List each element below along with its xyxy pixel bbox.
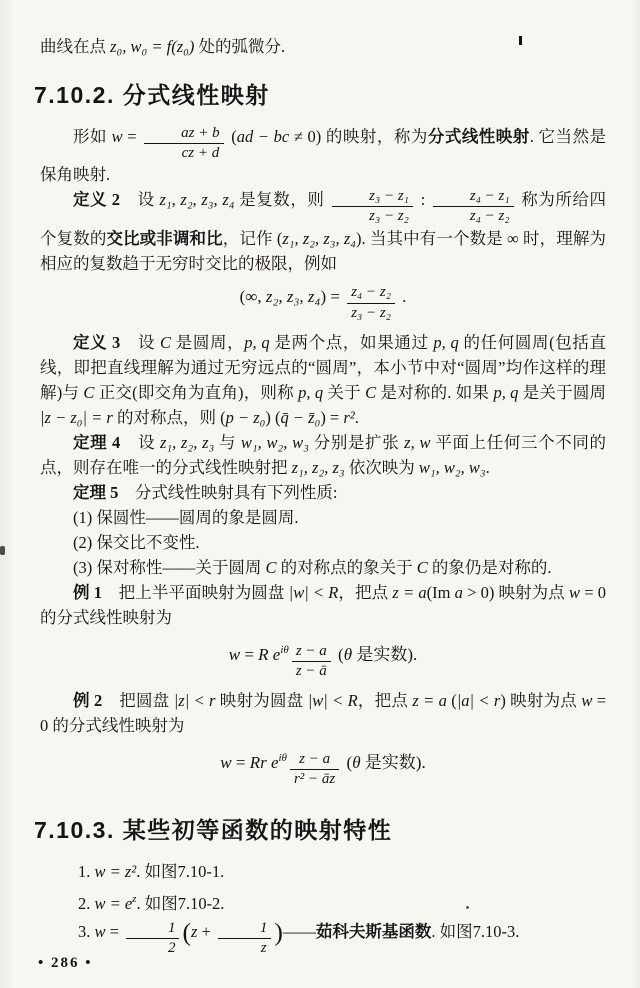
math-fraction: $\frac{az + b}{cz + d}$ [144,125,223,163]
text-run: 定理 5 [73,482,119,502]
text-run: r² [343,407,355,427]
math-fraction: $\frac{\text{z₄ − z₁}}{\text{z₄ − z₂}}$ [433,188,514,226]
text-run: z [132,893,137,906]
math-fraction: $\frac{z - a}{\text{r² − āz}}$ [290,751,339,789]
text-run: ，把点 [357,691,413,710]
text-run: w [569,582,581,602]
math-fraction: $\frac{\text{z₃ − z₁}}{\text{z₃ − z₂}}$ [332,188,413,226]
text-run: w₁, w₂, w₃ [418,457,486,477]
text-run: w = z² [94,862,137,882]
text-run: > 0) 映射为点 [462,582,570,602]
scan-artifact [466,906,469,909]
text-run: 依次映为 [344,457,419,477]
text-run: z₂, z₃, z₄ [265,286,321,306]
text-run: 形如 [73,127,112,146]
math-fraction: $\frac{1}{z}$ [218,920,271,958]
scan-artifact [519,36,522,45]
math-fraction: $\frac{\text{z₄ − z₂}}{\text{z₃ − z₂}}$ [347,284,395,322]
text-run: (2) 保交比不变性. [73,532,200,552]
text-run: ad − bc [236,127,290,146]
text-run: q̄ − z̄₀ [280,407,321,427]
property-2-cross-ratio-invariance [40,530,606,555]
text-run: . [397,286,407,306]
section-heading-7-10-2: 7.10.2. 分式线性映射 [34,82,270,108]
text-run: 3. [77,922,95,942]
text-run: z₁, z₂, z₃ [291,457,345,477]
text-run: z₁, z₂, z₃, z₄ [282,228,357,248]
text-run: C [265,557,277,577]
text-run: ). 当其中有一个数是 ∞ 时，理解为相应的复数趋于无穷时交比的极限，例如 [40,228,606,273]
text-run: θ [352,753,361,772]
text-run: 映射为圆盘 [215,691,308,710]
paragraph-definition-3 [40,330,606,430]
text-run: . 如图7.10-3. [431,922,520,942]
display-formula-example-2 [40,746,606,788]
scan-artifact [0,546,5,555]
property-3-symmetry-preserving [40,555,606,580]
text-run: ，把点 [338,582,393,602]
text-run: . 如图7.10-1. [136,862,225,882]
text-run: 正交(即交角为直角)，则称 [94,382,299,402]
text-run: (1) 保圆性——圆周的象是圆周. [73,507,299,527]
text-run: w = e [94,894,133,914]
text-run: = [231,753,250,772]
paragraph-example-1 [40,580,606,630]
text-run: 茹科夫斯基函数 [315,922,432,942]
text-run: 的对称点，则 ( [112,407,226,427]
text-run: 的对称点的象关于 [276,557,417,577]
text-run: ( [333,644,344,664]
text-run: 设 [120,190,160,210]
text-run: 设 [120,432,160,452]
text-run: = 0 的分式线性映射为 [40,691,607,735]
text-run: + [197,922,215,942]
text-run: (Im [426,582,455,602]
text-run: ) 映射为点 [500,691,582,710]
text-run: Rr e [249,753,279,772]
text-run: z = a [392,582,427,602]
text-run: z₁, z₂, z₃ [159,432,215,452]
text-run: . [354,407,359,427]
display-formula-cross-ratio-infinity [40,284,606,322]
text-run: 2. [77,894,95,914]
text-run: 分式线性映射具有下列性质: [118,482,338,502]
text-run: iθ [278,752,287,764]
text-run: ( [182,917,191,947]
page-number: • 286 • [38,955,93,971]
text-run: 的任何圆周(包括直线，即把直线理解为通过无穷远点的“圆周”，本小节中对“圆周”均作这样的理解)与 [40,332,607,402]
text-run: = 0 的分式线性映射为 [40,582,607,627]
paragraph-example-2 [40,688,606,738]
text-run: iθ [280,643,289,656]
list-item-w-exp-z [40,887,606,916]
text-run: = [122,127,142,146]
text-run: |a| < r [456,691,501,710]
text-run: R e [258,644,281,664]
text-run: 称为所给四个复数的 [40,190,607,248]
text-run: ( [226,127,237,146]
text-run: 例 1 [73,582,103,602]
text-run: : [415,190,430,210]
text-run: 关于 [323,382,366,402]
text-run: . 它当然是保角映射. [40,127,607,185]
text-run: . [485,457,490,477]
text-run: 是实数). [360,753,426,772]
text-run: 定义 3 [73,332,121,352]
text-run: 平面上任何三个不同的点，则存在唯一的分式线性映射把 [40,432,607,477]
text-run: 是复数，则 [234,190,330,210]
text-run: 处的弧微分. [194,37,286,56]
paragraph-definition-2 [40,187,606,275]
text-run: p, q [298,382,324,402]
text-run: 例 2 [73,691,103,710]
text-run: 设 [120,332,160,352]
text-run: = [240,644,259,664]
list-item-zhukovsky-function [40,919,606,957]
text-run: ) ( [265,407,281,427]
elementary-function-list [40,859,606,957]
text-run: z₁, z₂, z₃, z₄ [159,190,235,210]
text-run: —— [282,922,316,942]
section-heading-7-10-3: 7.10.3. 某些初等函数的映射特性 [34,817,393,844]
text-run: w [581,691,593,710]
text-run: z₀, w₀ = f(z₀) [110,37,195,56]
text-run: w₁, w₂, w₃ [240,432,309,452]
text-run: (∞, [239,286,266,306]
text-run: a [454,582,463,602]
text-run: z [190,922,198,942]
math-fraction: $\frac{z - a}{z - ā}$ [292,643,331,681]
paragraph-mobius-definition [40,124,606,187]
text-run: p, q [244,332,270,352]
text-run: |w| < R [307,691,358,710]
text-run: w [94,922,106,942]
text-run: 定理 4 [73,432,121,452]
text-run: p, q [493,382,519,402]
text-run: C [83,382,95,402]
text-run: = [105,922,124,942]
text-run: ( [446,691,457,710]
text-run: w [220,753,232,772]
text-run: . 如图7.10-2. [136,894,225,914]
text-run: C [159,332,171,352]
text-run: 曲线在点 [40,37,111,56]
text-run: 把圆盘 [102,691,174,710]
text-run: |z| < r [173,691,216,710]
text-run: |z − z₀| = r [40,407,113,427]
text-run: ) = [320,407,344,427]
text-run: ) = [320,286,345,306]
text-run: C [416,557,428,577]
text-run: 分式线性映射 [427,127,530,146]
text-run: ( [342,753,353,772]
text-run: ≠ 0) 的映射，称为 [289,127,428,146]
text-run: 与 [214,432,241,452]
text-run: 定义 2 [73,190,121,210]
text-run: p − z₀ [225,407,266,427]
text-run: (3) 保对称性——关于圆周 [73,557,266,577]
display-formula-example-1 [40,638,606,680]
text-run: p, q [433,332,459,352]
text-run: ) [274,917,283,947]
property-1-circle-preserving [40,505,606,530]
text-run: z = a [412,691,447,710]
text-run: 交比或非调和比 [106,228,223,248]
text-run: 是对称的. 如果 [376,382,494,402]
paragraph-theorem-4 [40,430,606,480]
text-run: w [228,644,241,664]
text-run: ，记作 ( [222,228,283,248]
text-run: 是实数). [352,644,418,664]
paragraph-theorem-5 [40,480,606,505]
text-run: 是圆周， [170,332,245,352]
text-run: 把上半平面映射为圆盘 [102,582,289,602]
text-run: 的象仍是对称的. [427,557,552,577]
list-item-w-z-squared [40,859,606,884]
text-run: θ [343,644,353,664]
text-run: w [111,127,123,146]
text-run: 是两个点，如果通过 [269,332,434,352]
text-run: |w| < R [288,582,339,602]
text-run: 是关于圆周 [518,382,607,402]
text-run: 分别是扩张 [308,432,405,452]
text-run: 1. [77,862,95,882]
math-fraction: $\frac{1}{2}$ [126,920,179,958]
text-run: C [365,382,377,402]
text-run: z, w [404,432,431,452]
